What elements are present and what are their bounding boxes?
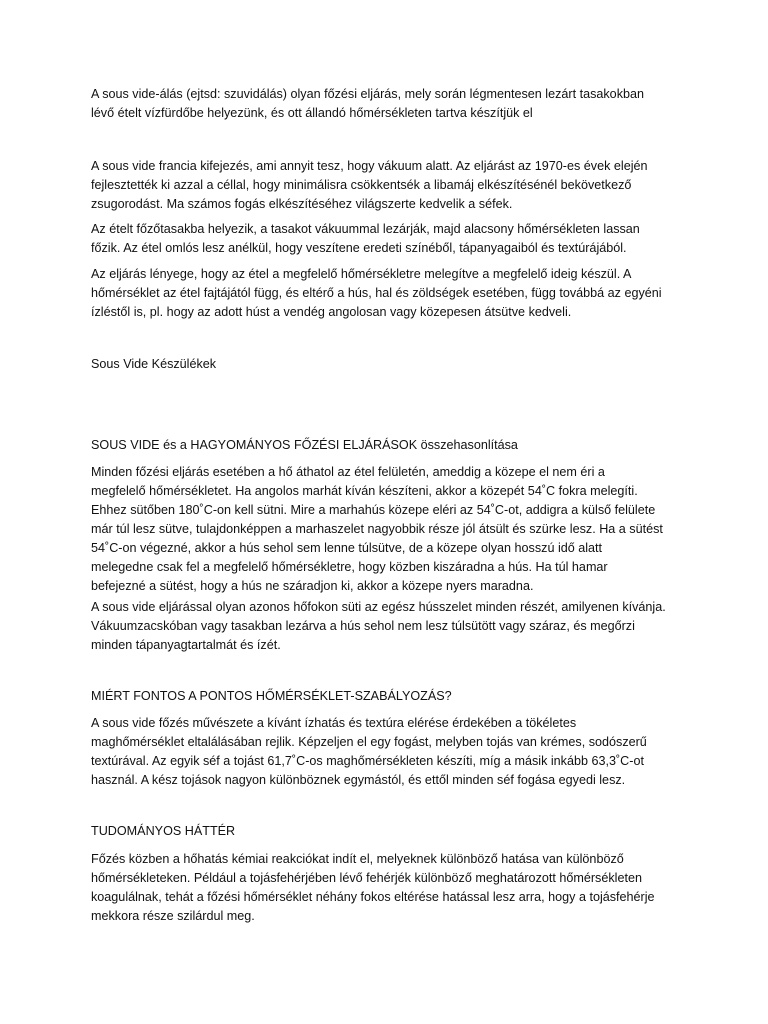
- text-line: textúrával. Az egyik séf a tojást 61,7˚C-os maghőmérsékleten készíti, míg a másik inkább 63,3˚C-ot: [91, 754, 644, 768]
- text-line: hőmérsékleteken. Például a tojásfehérjében lévő fehérjék különböző meghatározott hőmérsékleten: [91, 871, 642, 885]
- text-line: lévő ételt vízfürdőbe helyezünk, és ott állandó hőmérsékleten tartva készítjük el: [91, 106, 533, 120]
- text-line: 54˚C-on végezné, akkor a hús sehol sem lenne túlsütve, de a közepe olyan hosszú idő alatt: [91, 541, 603, 555]
- text-line: már túl lesz sütve, tulajdonképpen a marhaszelet nagyobbik része jól átsült és szürke lesz. Ha a sütést: [91, 522, 663, 536]
- heading-science: TUDOMÁNYOS HÁTTÉR: [91, 824, 236, 838]
- text-line: maghőmérséklet eltalálásában rejlik. Képzeljen el egy fogást, melyben tojás van krémes, sodószerű: [91, 735, 647, 749]
- text-line: Ehhez sütőben 180˚C-on kell sütni. Mire a marhahús közepe eléri az 54˚C-ot, addigra a külső felülete: [91, 503, 656, 517]
- heading-temperature-control: MIÉRT FONTOS A PONTOS HŐMÉRSÉKLET-SZABÁLYOZÁS?: [91, 689, 452, 703]
- paragraph-origin: [91, 157, 681, 214]
- text-line: koagulálnak, tehát a főzési hőmérséklet néhány fokos eltérése hatással lesz arra, hogy a tojásfehérje: [91, 890, 655, 904]
- text-line: A sous vide francia kifejezés, ami annyit tesz, hogy vákuum alatt. Az eljárást az 1970-es évek elején: [91, 159, 648, 173]
- paragraph-method: [91, 220, 681, 258]
- text-line: A sous vide főzés művészete a kívánt ízhatás és textúra elérése érdekében a tökéletes: [91, 716, 577, 730]
- paragraph-essence: [91, 265, 681, 322]
- text-line: minden tápanyagtartalmát és ízét.: [91, 638, 281, 652]
- text-line: megfelelő hőmérsékletet. Ha angolos marhát kíván készíteni, akkor a közepét 54˚C fokra melegíti.: [91, 484, 638, 498]
- paragraph-sous-vide-benefit: [91, 598, 681, 655]
- paragraph-science: [91, 850, 681, 926]
- paragraph-temperature: [91, 714, 681, 790]
- heading-devices: Sous Vide Készülékek: [91, 357, 217, 371]
- text-line: Az eljárás lényege, hogy az étel a megfelelő hőmérsékletre melegítve a megfelelő ideig készül. A: [91, 267, 632, 281]
- text-line: főzik. Az étel omlós lesz anélkül, hogy veszítene eredeti színéből, tápanyagaiból és textúrájából.: [91, 241, 627, 255]
- text-line: használ. A kész tojások nagyon különböznek egymástól, és ettől minden séf fogása egyedi lesz.: [91, 773, 626, 787]
- text-line: befejezné a sütést, hogy a hús ne száradjon ki, akkor a közepe nyers maradna.: [91, 579, 534, 593]
- text-line: fejlesztették ki azzal a céllal, hogy minimálisra csökkentsék a libamáj elkészítésénél bekövetkező: [91, 178, 632, 192]
- text-line: Az ételt főzőtasakba helyezik, a tasakot vákuummal lezárják, majd alacsony hőmérsékleten lassan: [91, 222, 640, 236]
- text-line: zsugorodást. Ma számos fogás elkészítéséhez világszerte kedvelik a séfek.: [91, 197, 513, 211]
- text-line: A sous vide-álás (ejtsd: szuvidálás) olyan főzési eljárás, mely során légmentesen lezárt tasakokban: [91, 87, 644, 101]
- text-line: Minden főzési eljárás esetében a hő áthatol az étel felületén, ameddig a közepe el nem éri a: [91, 465, 605, 479]
- paragraph-intro: [91, 85, 681, 123]
- text-line: mekkora része szilárdul meg.: [91, 909, 255, 923]
- heading-comparison: SOUS VIDE és a HAGYOMÁNYOS FŐZÉSI ELJÁRÁSOK összehasonlítása: [91, 438, 518, 452]
- paragraph-comparison: [91, 463, 681, 596]
- text-line: hőmérséklet az étel fajtájától függ, és eltérő a hús, hal és zöldségek esetében, függ továbbá az egyéni: [91, 286, 662, 300]
- text-line: Főzés közben a hőhatás kémiai reakciókat indít el, melyeknek különböző hatása van különböző: [91, 852, 624, 866]
- text-line: ízléstől is, pl. hogy az adott húst a vendég angolosan vagy közepesen átsütve kedveli.: [91, 305, 572, 319]
- text-line: Vákuumzacskóban vagy tasakban lezárva a hús sehol nem lesz túlsütött vagy száraz, és megőrzi: [91, 619, 635, 633]
- text-line: A sous vide eljárással olyan azonos hőfokon süti az egész hússzelet minden részét, amilyenen kívánja.: [91, 600, 666, 614]
- text-line: melegedne csak fel a megfelelő hőmérsékletre, hogy közben kiszáradna a hús. Ha túl hamar: [91, 560, 608, 574]
